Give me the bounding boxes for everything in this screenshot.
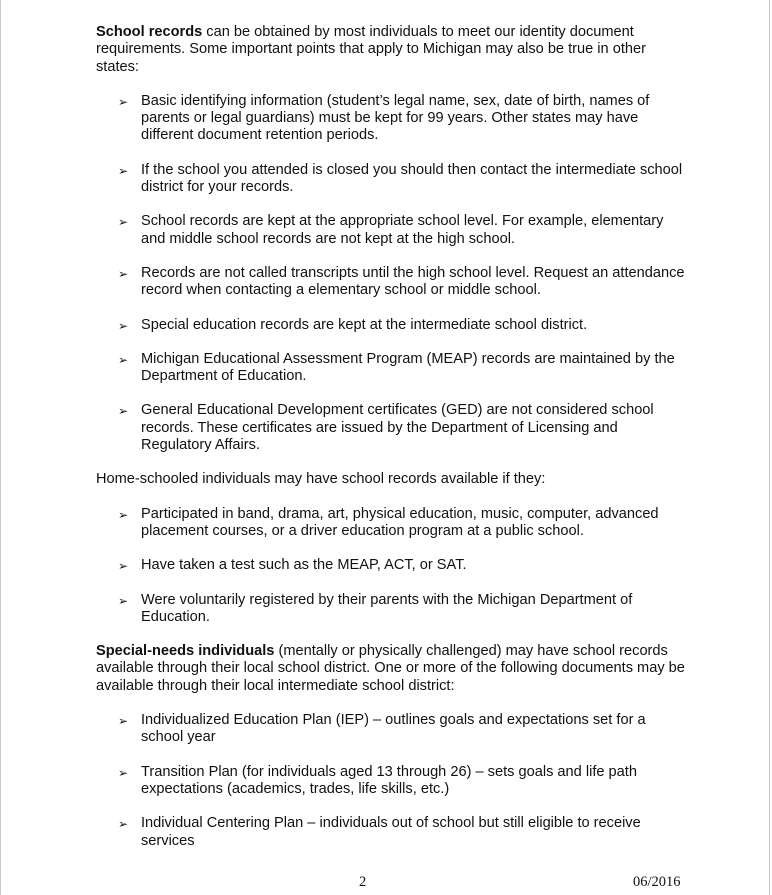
list-item [96,815,686,850]
special-needs-list [96,712,686,850]
list-item [96,506,686,541]
list-item [96,265,686,300]
arrow-bullet-icon: ➢ [118,215,129,230]
school-records-intro [96,24,686,76]
list-item-text: Records are not called transcripts until the high school level. Request an attendance record when contacting a elementary school or middle school. [141,264,685,299]
arrow-bullet-icon: ➢ [118,94,129,109]
arrow-bullet-icon: ➢ [118,714,129,729]
arrow-bullet-icon: ➢ [118,163,129,178]
list-item [96,764,686,799]
special-needs-intro [96,643,686,695]
list-item-text: Michigan Educational Assessment Program (MEAP) records are maintained by the Department of Education. [141,350,675,385]
list-item [96,712,686,747]
list-item [96,213,686,248]
list-item [96,557,686,574]
list-item-text: Special education records are kept at the intermediate school district. [141,316,588,333]
list-item [96,162,686,197]
list-item-text: If the school you attended is closed you should then contact the intermediate school district for your records. [141,161,683,196]
list-item [96,317,686,334]
special-needs-heading: Special-needs individuals [96,643,275,660]
list-item-text: Participated in band, drama, art, physical education, music, computer, advanced placement courses, or a driver education program at a public school. [141,505,659,539]
arrow-bullet-icon: ➢ [118,266,129,281]
home-schooled-intro [96,471,686,488]
list-item-text: Have taken a test such as the MEAP, ACT, or SAT. [141,557,467,574]
list-item [96,402,686,454]
arrow-bullet-icon: ➢ [118,559,129,574]
school-records-list [96,93,686,454]
list-item [96,592,686,627]
list-item-text: Individual Centering Plan – individuals out of school but still eligible to receive services [141,815,641,849]
arrow-bullet-icon: ➢ [118,507,129,522]
home-schooled-intro-text: Home-schooled individuals may have school records available if they: [96,471,546,488]
list-item [96,351,686,386]
list-item-text: Were voluntarily registered by their parents with the Michigan Department of Education. [141,591,633,625]
arrow-bullet-icon: ➢ [118,318,129,333]
arrow-bullet-icon: ➢ [118,352,129,367]
document-body [96,24,686,867]
school-records-intro-text: can be obtained by most individuals to meet our identity document requirements. Some important points that apply to Michigan may also be true in other states: [96,24,646,75]
special-needs-intro-text: (mentally or physically challenged) may have school records available through their local school district. One or more of the following documents may be available through their local intermediate school district: [96,643,685,694]
list-item-text: Basic identifying information (student’s legal name, sex, date of birth, names of parents or legal guardians) must be kept for 99 years. Other states may have different document retention periods. [141,92,650,144]
arrow-bullet-icon: ➢ [118,765,129,780]
revision-date: 06/2016 [633,874,681,890]
arrow-bullet-icon: ➢ [118,404,129,419]
home-schooled-list [96,506,686,626]
list-item-text: Individualized Education Plan (IEP) – outlines goals and expectations set for a school year [141,712,646,746]
arrow-bullet-icon: ➢ [118,817,129,832]
page-number: 2 [359,874,367,890]
list-item [96,93,686,145]
list-item-text: School records are kept at the appropriate school level. For example, elementary and middle school records are not kept at the high school. [141,213,664,247]
list-item-text: Transition Plan (for individuals aged 13 through 26) – sets goals and life path expectations (academics, trades, life skills, etc.) [141,763,637,797]
school-records-heading: School records [96,24,203,40]
list-item-text: General Educational Development certificates (GED) are not considered school records. These certificates are issued by the Department of Licensing and Regulatory Affairs. [141,402,654,454]
arrow-bullet-icon: ➢ [118,593,129,608]
